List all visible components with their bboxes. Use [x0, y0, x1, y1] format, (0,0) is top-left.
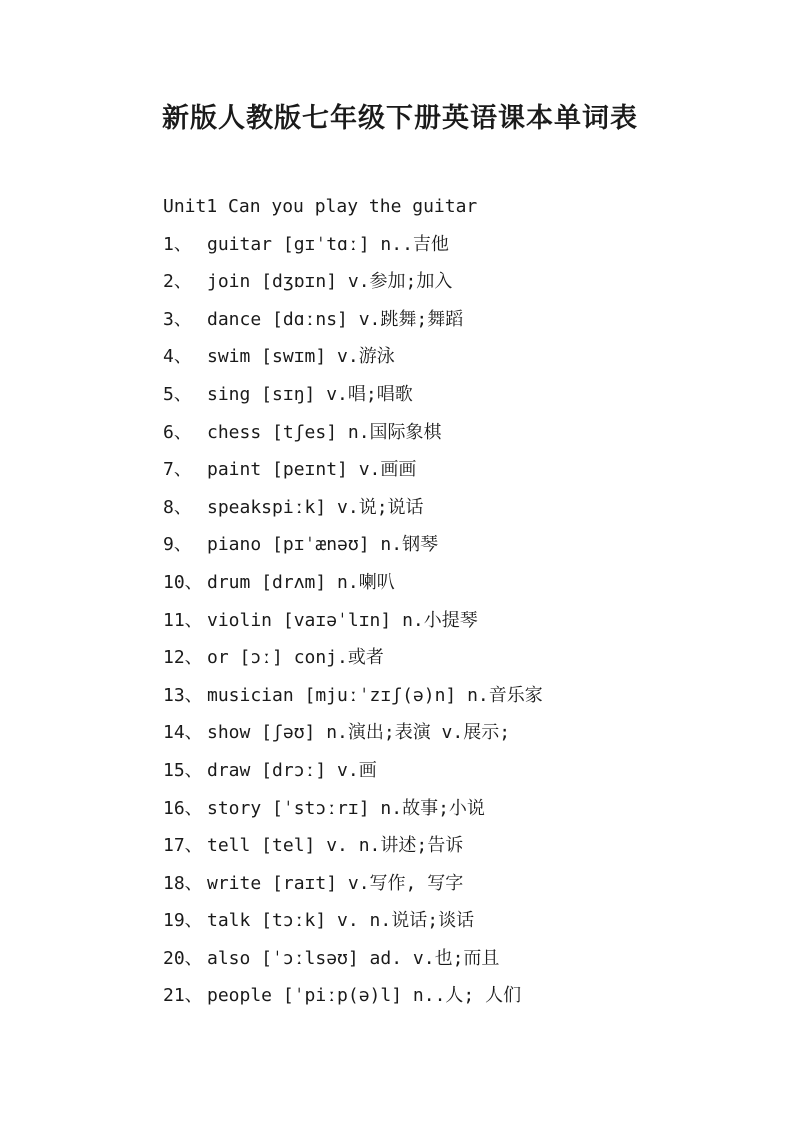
vocab-entry-number: 9、: [163, 534, 192, 556]
vocab-entry-number: 2、: [163, 271, 192, 293]
vocab-entry-text: people [ˈpiːp(ə)l] n..人; 人们: [207, 985, 522, 1007]
vocab-entry-number: 20、: [163, 947, 203, 969]
vocab-entry-number: 13、: [163, 684, 203, 706]
vocab-entry-text: talk [tɔːk] v. n.说话;谈话: [207, 910, 475, 932]
vocab-entry-text: musician [mjuːˈzɪʃ(ə)n] n.音乐家: [207, 684, 543, 706]
vocab-entry-text: story [ˈstɔːrɪ] n.故事;小说: [207, 797, 485, 819]
vocab-entry-text: show [ʃəʊ] n.演出;表演 v.展示;: [207, 722, 511, 744]
vocab-entry-number: 16、: [163, 797, 203, 819]
vocab-entry: [163, 639, 763, 677]
vocab-entry: [163, 376, 763, 414]
vocab-entry-number: 12、: [163, 647, 203, 669]
vocab-entry: [163, 451, 763, 489]
vocab-entry: [163, 752, 763, 790]
vocab-entry: [163, 940, 763, 978]
vocab-entry-text: drum [drʌm] n.喇叭: [207, 571, 395, 593]
vocab-entry-number: 21、: [163, 985, 203, 1007]
vocab-entry: [163, 526, 763, 564]
vocab-entry-number: 14、: [163, 722, 203, 744]
vocab-entry-text: also [ˈɔːlsəʊ] ad. v.也;而且: [207, 947, 500, 969]
vocab-entry: [163, 790, 763, 828]
vocab-entry: [163, 602, 763, 640]
vocab-entry-text: or [ɔː] conj.或者: [207, 647, 384, 669]
vocab-entry-text: piano [pɪˈænəʊ] n.钢琴: [207, 534, 439, 556]
vocab-entry: [163, 865, 763, 903]
vocab-entry-number: 6、: [163, 421, 192, 443]
vocab-entry-text: sing [sɪŋ] v.唱;唱歌: [207, 383, 413, 405]
vocab-entry-text: guitar [gɪˈtɑː] n..吉他: [207, 233, 449, 255]
vocab-entry-text: dance [dɑːns] v.跳舞;舞蹈: [207, 308, 464, 330]
vocab-entry: [163, 977, 763, 1015]
vocab-entry: [163, 564, 763, 602]
vocab-entry-text: chess [tʃes] n.国际象棋: [207, 421, 442, 443]
vocab-entry: [163, 263, 763, 301]
vocab-entry: [163, 489, 763, 527]
vocab-entry-number: 19、: [163, 910, 203, 932]
vocabulary-section: [163, 188, 763, 1015]
vocab-entry-text: draw [drɔː] v.画: [207, 759, 377, 781]
vocab-entry-text: join [dʒɒɪn] v.参加;加入: [207, 271, 453, 293]
document-title: 新版人教版七年级下册英语课本单词表: [162, 103, 638, 134]
vocab-entry-number: 11、: [163, 609, 203, 631]
vocab-entry-number: 4、: [163, 346, 192, 368]
vocab-entry-number: 1、: [163, 233, 192, 255]
vocab-entry-number: 18、: [163, 872, 203, 894]
vocab-entry: [163, 714, 763, 752]
vocab-entry-text: tell [tel] v. n.讲述;告诉: [207, 835, 464, 857]
vocab-entry-text: write [raɪt] v.写作, 写字: [207, 872, 464, 894]
vocab-entry-text: violin [vaɪəˈlɪn] n.小提琴: [207, 609, 478, 631]
vocab-entry: [163, 338, 763, 376]
vocab-entry-number: 10、: [163, 571, 203, 593]
vocab-entry: [163, 301, 763, 339]
vocab-entry: [163, 414, 763, 452]
vocab-entry-number: 3、: [163, 308, 192, 330]
vocab-entry-text: paint [peɪnt] v.画画: [207, 459, 417, 481]
vocab-entry-number: 7、: [163, 459, 192, 481]
vocab-entry-text: speakspiːk] v.说;说话: [207, 496, 424, 518]
vocabulary-list: [163, 226, 763, 1015]
vocab-entry-number: 17、: [163, 835, 203, 857]
vocab-entry: [163, 226, 763, 264]
unit-heading: Unit1 Can you play the guitar: [163, 196, 478, 217]
vocab-entry-number: 8、: [163, 496, 192, 518]
vocab-entry-text: swim [swɪm] v.游泳: [207, 346, 395, 368]
vocab-entry: [163, 677, 763, 715]
vocab-entry-number: 15、: [163, 759, 203, 781]
vocab-entry-number: 5、: [163, 383, 192, 405]
vocab-entry: [163, 827, 763, 865]
vocab-entry: [163, 902, 763, 940]
